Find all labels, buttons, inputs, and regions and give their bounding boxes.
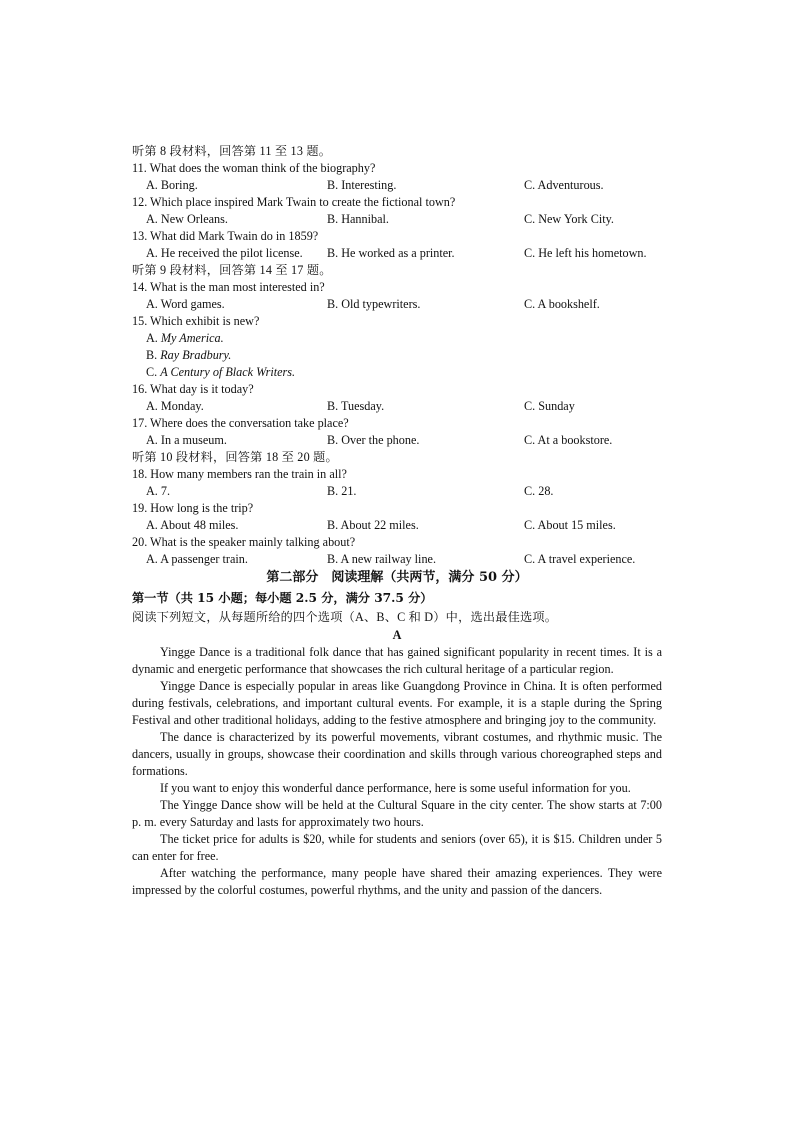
question-20-options xyxy=(132,551,662,568)
passage-paragraph: If you want to enjoy this wonderful dance performance, here is some useful information for you. xyxy=(160,781,631,795)
option-c: C. At a bookstore. xyxy=(524,433,613,447)
question-20-stem: 20. What is the speaker mainly talking about? xyxy=(132,535,356,549)
option-a: A. Boring. xyxy=(146,178,198,192)
question-15-option-c xyxy=(132,364,662,381)
section-one-heading: 第一节（共 15 小题；每小题 2.5 分，满分 37.5 分） xyxy=(132,591,433,605)
segment-10-instruction: 听第 10 段材料，回答第 18 至 20 题。 xyxy=(132,450,338,464)
passage-paragraph: The ticket price for adults is $20, while for students and seniors (over 65), it is $15. Children under 5 can enter for free. xyxy=(132,832,662,863)
option-a: A. New Orleans. xyxy=(146,212,228,226)
option-b: B. Hannibal. xyxy=(327,212,389,226)
question-12-options xyxy=(132,211,662,228)
option-c: C. About 15 miles. xyxy=(524,518,616,532)
part-two-heading: 第二部分 阅读理解（共两节，满分 50 分） xyxy=(266,570,528,585)
question-14-options xyxy=(132,296,662,313)
option-a: A. Monday. xyxy=(146,399,204,413)
question-17-options xyxy=(132,432,662,449)
passage-paragraph: Yingge Dance is a traditional folk dance that has gained significant popularity in recent times. It is a dynamic and energetic performance that showcases the rich cultural heritage of a particular region. xyxy=(132,645,662,676)
passage-letter: A xyxy=(392,628,402,642)
question-15-option-b xyxy=(132,347,662,364)
reading-instruction: 阅读下列短文，从每题所给的四个选项（A、B、C 和 D）中，选出最佳选项。 xyxy=(132,610,558,624)
option-c: C. Adventurous. xyxy=(524,178,604,192)
option-c: C. Sunday xyxy=(524,399,575,413)
option-letter: B. xyxy=(146,348,161,362)
question-13-stem: 13. What did Mark Twain do in 1859? xyxy=(132,229,319,243)
question-12-stem: 12. Which place inspired Mark Twain to create the fictional town? xyxy=(132,195,456,209)
option-b: B. He worked as a printer. xyxy=(327,246,455,260)
option-b: B. Over the phone. xyxy=(327,433,420,447)
option-b: B. 21. xyxy=(327,484,357,498)
option-c: C. New York City. xyxy=(524,212,614,226)
passage-paragraph: Yingge Dance is especially popular in areas like Guangdong Province in China. It is often performed during festivals, celebrations, and important cultural events. For example, it is a staple during the Spring Festival and other traditional holidays, adding to the festive atmosphere and bringing joy to the community. xyxy=(132,679,662,727)
option-c: C. A bookshelf. xyxy=(524,297,600,311)
question-15-option-a xyxy=(132,330,662,347)
question-18-options xyxy=(132,483,662,500)
option-a: A. A passenger train. xyxy=(146,552,248,566)
option-a: A. About 48 miles. xyxy=(146,518,239,532)
option-c: C. 28. xyxy=(524,484,554,498)
question-14-stem: 14. What is the man most interested in? xyxy=(132,280,325,294)
option-b: B. Tuesday. xyxy=(327,399,385,413)
passage-paragraph: The dance is characterized by its powerful movements, vibrant costumes, and rhythmic music. The dancers, usually in groups, showcase their coordination and skills through various choreographed steps and formations. xyxy=(132,730,662,778)
question-11-stem: 11. What does the woman think of the biography? xyxy=(132,161,376,175)
option-a: A. In a museum. xyxy=(146,433,227,447)
option-a: A. He received the pilot license. xyxy=(146,246,303,260)
segment-9-instruction: 听第 9 段材料，回答第 14 至 17 题。 xyxy=(132,263,332,277)
question-13-options xyxy=(132,245,662,262)
option-b: B. Old typewriters. xyxy=(327,297,421,311)
option-b: B. A new railway line. xyxy=(327,552,436,566)
question-11-options xyxy=(132,177,662,194)
question-15-stem: 15. Which exhibit is new? xyxy=(132,314,260,328)
exhibit-title: A Century of Black Writers. xyxy=(160,365,296,379)
passage-paragraph: The Yingge Dance show will be held at the Cultural Square in the city center. The show starts at 7:00 p. m. every Saturday and lasts for approximately two hours. xyxy=(132,798,662,829)
question-16-stem: 16. What day is it today? xyxy=(132,382,254,396)
question-19-stem: 19. How long is the trip? xyxy=(132,501,254,515)
question-19-options xyxy=(132,517,662,534)
option-c: C. A travel experience. xyxy=(524,552,636,566)
exhibit-title: My America. xyxy=(160,331,224,345)
question-18-stem: 18. How many members ran the train in all? xyxy=(132,467,347,481)
exhibit-title: Ray Bradbury. xyxy=(160,348,232,362)
question-16-options xyxy=(132,398,662,415)
option-c: C. He left his hometown. xyxy=(524,246,647,260)
option-a: A. 7. xyxy=(146,484,171,498)
question-17-stem: 17. Where does the conversation take place? xyxy=(132,416,349,430)
option-letter: C. xyxy=(146,365,161,379)
option-b: B. Interesting. xyxy=(327,178,397,192)
passage-paragraph: After watching the performance, many people have shared their amazing experiences. They were impressed by the colorful costumes, powerful rhythms, and the unity and passion of the dancers. xyxy=(132,866,662,897)
option-a: A. Word games. xyxy=(146,297,225,311)
option-letter: A. xyxy=(146,331,161,345)
option-b: B. About 22 miles. xyxy=(327,518,419,532)
segment-8-instruction: 听第 8 段材料，回答第 11 至 13 题。 xyxy=(132,144,332,158)
exam-page xyxy=(132,143,662,899)
